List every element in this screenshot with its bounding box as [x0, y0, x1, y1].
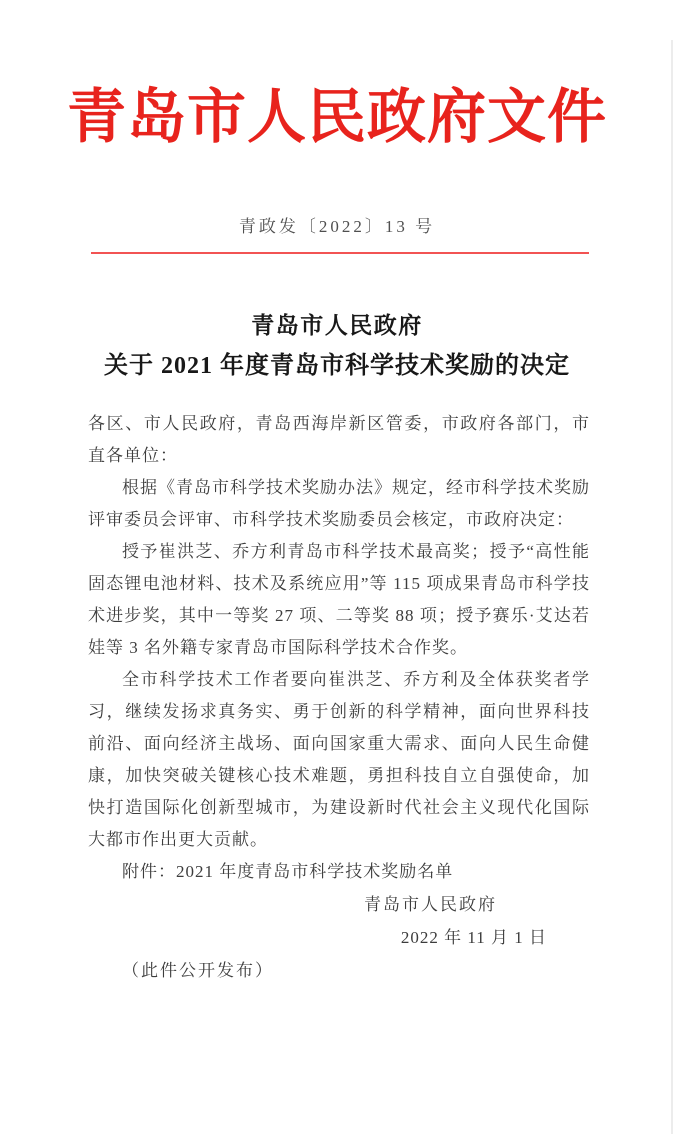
body-paragraph: 授予崔洪芝、乔方利青岛市科学技术最高奖；授予“高性能固态锂电池材料、技术及系统应用”等 115 项成果青岛市科学技术进步奖，其中一等奖 27 项、二等奖 88 项；授予赛乐·艾达若娃等 3 名外籍专家青岛市国际科学技术合作奖。 [88, 542, 590, 657]
document-body [88, 408, 590, 987]
red-divider-rule [91, 252, 589, 254]
document-number: 青政发〔2022〕13 号 [238, 217, 436, 236]
signature-organization: 青岛市人民政府 [364, 895, 497, 914]
page-edge-line [671, 40, 673, 1134]
document-title [0, 306, 674, 386]
document-title-line2: 关于 2021 年度青岛市科学技术奖励的决定 [104, 353, 570, 379]
document-title-line1: 青岛市人民政府 [251, 313, 423, 338]
body-paragraph: 全市科学技术工作者要向崔洪芝、乔方利及全体获奖者学习，继续发扬求真务实、勇于创新的科学精神，面向世界科技前沿、面向经济主战场、面向国家重大需求、面向人民生命健康，加快突破关键核心技术难题，勇担科技自立自强使命，加快打造国际化创新型城市，为建设新时代社会主义现代化国际大都市作出更大贡献。 [88, 670, 590, 849]
letterhead-title: 青岛市人民政府文件 [66, 84, 607, 150]
signature-date: 2022 年 11 月 1 日 [400, 928, 547, 947]
salutation-paragraph: 各区、市人民政府，青岛西海岸新区管委，市政府各部门，市直各单位： [88, 414, 590, 465]
body-paragraph: 根据《青岛市科学技术奖励办法》规定，经市科学技术奖励评审委员会评审、市科学技术奖励委员会核定，市政府决定： [88, 478, 590, 529]
public-release-note: （此件公开发布） [122, 961, 274, 980]
attachment-line: 附件：2021 年度青岛市科学技术奖励名单 [122, 862, 454, 881]
